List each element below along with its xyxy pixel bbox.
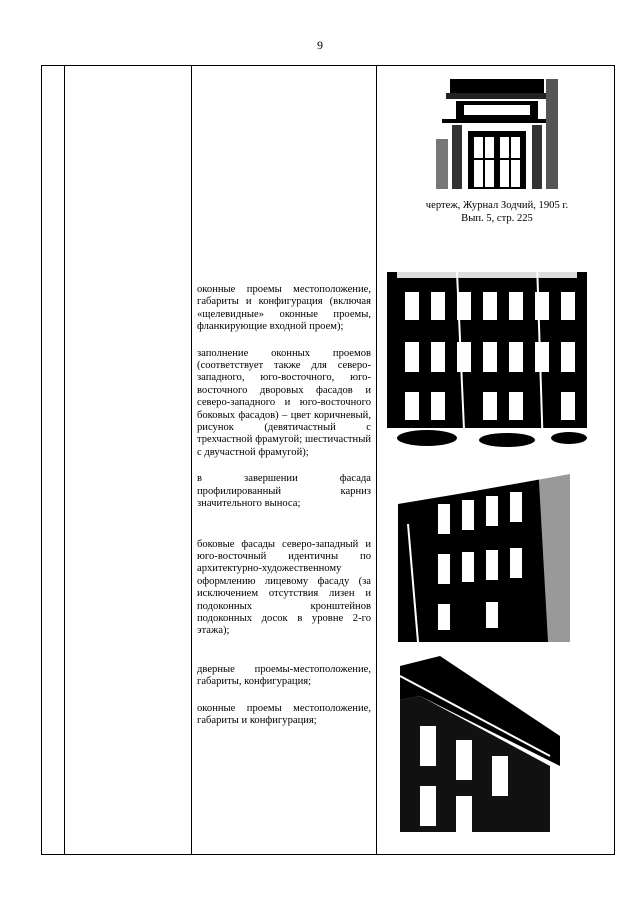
caption-line-1: чертеж, Журнал Зодчий, 1905 г. [425,200,569,211]
column-divider [376,66,377,854]
column-divider [191,66,192,854]
paragraph: заполнение оконных проемов (соответствует также для северо-западного, юго-восточного, юго-восточного дворовых фасадов и северо-западного и юго-восточного боковых фасадов) – цвет коричневый, рисунок (девятичастный с трехчастной фрамугой; шестичастный с двучастной фрамугой); [197,347,371,458]
facade-photo [387,252,587,452]
image-caption [378,199,616,225]
paragraph: боковые фасады северо-западный и юго-восточный идентичны по архитектурно-художественному оформлению лицевому фасаду (за исключением отсутствия лизен и подоконных кронштейнов подоконных досок в уровне 2-го этажа); [197,538,371,637]
side-facade-photo [398,464,570,642]
paragraph: оконные проемы местоположение, габариты и конфигурация; [197,702,371,726]
caption-line-2: Вып. 5, стр. 225 [461,213,533,224]
cornice-photo [400,656,560,832]
document-table [41,65,615,855]
column-divider [64,66,65,854]
paragraph: в завершении фасада профилированный карниз значительного выноса; [197,473,371,510]
page-number: 9 [317,38,323,52]
paragraph: дверные проемы-местоположение, габариты, конфигурация; [197,663,371,688]
paragraph: оконные проемы местоположение, габариты и конфигурация (включая «щелевидные» оконные проемы, фланкирующие входной проем); [197,284,371,333]
archival-drawing-image [436,79,558,189]
text-column [197,284,371,727]
